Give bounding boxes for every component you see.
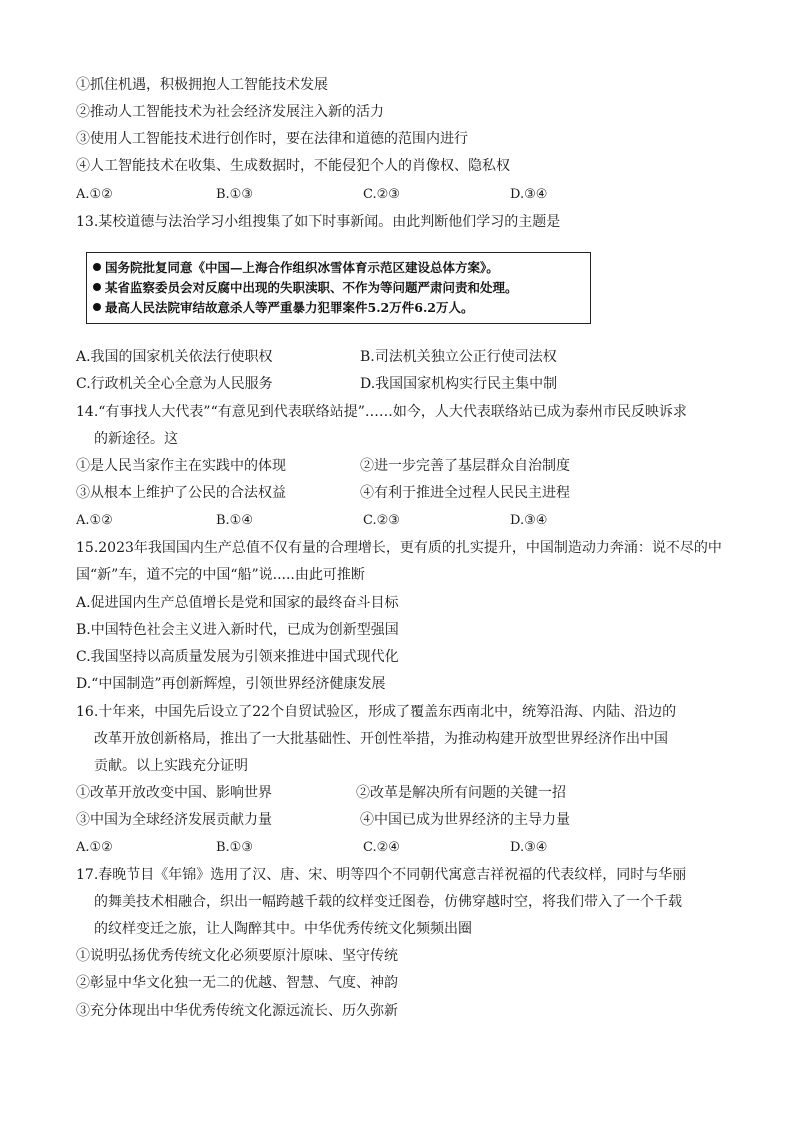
q14-stem-line-1: 14.“有事找人大代表”“有意见到代表联络站提”……如今，人大代表联络站已成为泰州市民反映诉求 (76, 404, 687, 420)
bullet-icon (93, 263, 101, 271)
q16-options (76, 838, 736, 858)
q15-stem-line-1: 15.2023年我国国内生产总值不仅有量的合理增长，更有质的扎实提升，中国制造动力奔涌：说不尽的中 (76, 540, 722, 556)
q16-items-row-1 (76, 783, 736, 803)
q12-item-1: ①抓住机遇，积极拥抱人工智能技术发展 (76, 77, 328, 93)
q12-item-2: ②推动人工智能技术为社会经济发展注入新的活力 (76, 104, 384, 120)
q17-stem-line-3: 的纹样变迁之旅，让人陶醉其中。中华优秀传统文化频频出圈 (94, 921, 472, 937)
q17-item-1: ①说明弘扬优秀传统文化必须要原汁原味、坚守传统 (76, 948, 398, 964)
q16-option-a: A.①② (76, 840, 113, 855)
q15-option-b: B.中国特色社会主义进入新时代，已成为创新型强国 (76, 622, 399, 638)
q13-option-b: B.司法机关独立公正行使司法权 (360, 349, 557, 365)
q17-stem-line-1: 17.春晚节目《年锦》选用了汉、唐、宋、明等四个不同朝代寓意吉祥祝福的代表纹样，同时与华丽 (76, 867, 687, 883)
q13-options-row-1 (76, 347, 736, 367)
q16-stem-line-2: 改革开放创新格局，推出了一大批基础性、开创性举措，为推动构建开放型世界经济作出中国 (94, 731, 668, 747)
q14-options (76, 511, 736, 531)
q15-option-a: A.促进国内生产总值增长是党和国家的最终奋斗目标 (76, 595, 399, 611)
q15-option-d: D.“中国制造”再创新辉煌，引领世界经济健康发展 (76, 676, 386, 692)
q14-option-c: C.②③ (363, 513, 400, 528)
news-item: 国务院批复同意《中国—上海合作组织冰雪体育示范区建设总体方案》。 (93, 259, 499, 277)
q17-item-3: ③充分体现出中华优秀传统文化源远流长、历久弥新 (76, 1003, 398, 1019)
q14-items-row-2 (76, 483, 736, 503)
q16-option-d: D.③④ (510, 840, 548, 855)
q14-item-1: ①是人民当家作主在实践中的体现 (76, 458, 286, 474)
q14-option-d: D.③④ (510, 513, 548, 528)
q17-item-2: ②彰显中华文化独一无二的优越、智慧、气度、神韵 (76, 975, 398, 991)
q13-option-c: C.行政机关全心全意为人民服务 (76, 376, 273, 392)
q16-stem-line-1: 16.十年来，中国先后设立了22个自贸试验区，形成了覆盖东西南北中，统筹沿海、内陆、沿边的 (76, 704, 677, 720)
news-item: 某省监察委员会对反腐中出现的失职渎职、不作为等问题严肃问责和处理。 (93, 279, 518, 297)
news-item: 最高人民法院审结故意杀人等严重暴力犯罪案件5.2万件6.2万人。 (93, 299, 474, 317)
q14-stem-line-2: 的新途径。这 (94, 431, 178, 447)
q13-stem: 13.某校道德与法治学习小组搜集了如下时事新闻。由此判断他们学习的主题是 (76, 214, 561, 230)
q12-option-c: C.②③ (363, 187, 400, 202)
q14-item-4: ④有利于推进全过程人民民主进程 (360, 485, 570, 501)
q16-option-b: B.①③ (216, 840, 253, 855)
q17-stem-line-2: 的舞美技术相融合，织出一幅跨越千载的纹样变迁图卷，仿佛穿越时空，将我们带入了一个千载 (94, 894, 682, 910)
news-box (86, 252, 591, 324)
q14-items-row-1 (76, 456, 736, 476)
q14-option-b: B.①④ (216, 513, 253, 528)
q16-stem-line-3: 贡献。以上实践充分证明 (94, 758, 248, 774)
q16-option-c: C.②④ (363, 840, 400, 855)
bullet-icon (93, 303, 101, 311)
q13-option-d: D.我国国家机构实行民主集中制 (360, 376, 558, 392)
q16-item-2: ②改革是解决所有问题的关键一招 (356, 785, 566, 801)
q12-options (76, 185, 736, 205)
q14-option-a: A.①② (76, 513, 113, 528)
q15-stem-line-2: 国“新”车，道不完的中国“船”说.....由此可推断 (76, 567, 365, 583)
q12-option-a: A.①② (76, 187, 113, 202)
bullet-icon (93, 283, 101, 291)
q12-option-d: D.③④ (510, 187, 548, 202)
q16-item-3: ③中国为全球经济发展贡献力量 (76, 812, 272, 828)
q14-item-2: ②进一步完善了基层群众自治制度 (360, 458, 570, 474)
q12-option-b: B.①③ (216, 187, 253, 202)
q12-item-3: ③使用人工智能技术进行创作时，要在法律和道德的范围内进行 (76, 131, 468, 147)
q16-item-4: ④中国已成为世界经济的主导力量 (360, 812, 570, 828)
q14-item-3: ③从根本上维护了公民的合法权益 (76, 485, 286, 501)
q13-options-row-2 (76, 374, 736, 394)
q13-option-a: A.我国的国家机关依法行使职权 (76, 349, 273, 365)
q16-items-row-2 (76, 810, 736, 830)
q15-option-c: C.我国坚持以高质量发展为引领来推进中国式现代化 (76, 649, 399, 665)
q16-item-1: ①改革开放改变中国、影响世界 (76, 785, 272, 801)
q12-item-4: ④人工智能技术在收集、生成数据时，不能侵犯个人的肖像权、隐私权 (76, 158, 510, 174)
